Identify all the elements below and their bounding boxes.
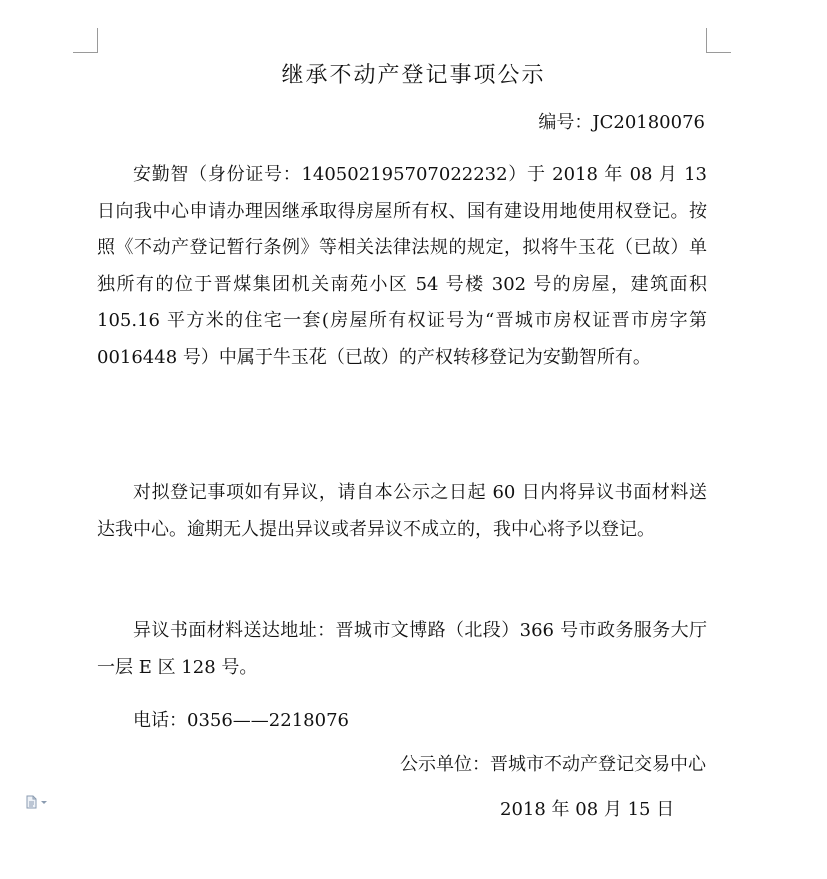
issue-date: 2018 年 08 月 15 日 [500,799,675,820]
paste-options-icon [25,795,38,809]
document-number: 编号：JC20180076 [538,112,705,133]
paragraph-objection: 对拟登记事项如有异议，请自本公示之日起 60 日内将异议书面材料送达我中心。逾期无人提出异议或者异议不成立的，我中心将予以登记。 [97,482,707,540]
issuer-line: 公示单位：晋城市不动产登记交易中心 [400,754,706,775]
page-corner-mark-top-right [706,28,731,53]
paragraph-application: 安勤智（身份证号：140502195707022232）于 2018 年 08 月 13 日向我中心申请办理因继承取得房屋所有权、国有建设用地使用权登记。按照《不动产登记暂行条例》等相关法律法规的规定，拟将牛玉花（已故）单独所有的位于晋煤集团机关南苑小区 54 号楼 302 号的房屋，建筑面积 105.16 平方米的住宅一套(房屋所有权证号为“晋城市房权证晋市房字第 0016448 号）中属于牛玉花（已故）的产权转移登记为安勤智所有。 [97,164,707,368]
page-corner-mark-top-left [73,28,98,53]
document-title: 继承不动产登记事项公示 [281,63,546,88]
paragraph-phone: 电话：0356——2218076 [133,710,349,731]
paragraph-address: 异议书面材料送达地址：晋城市文博路（北段）366 号市政务服务大厅一层 E 区 128 号。 [97,620,707,678]
chevron-down-icon [41,801,47,804]
paste-options-button[interactable] [25,795,51,809]
